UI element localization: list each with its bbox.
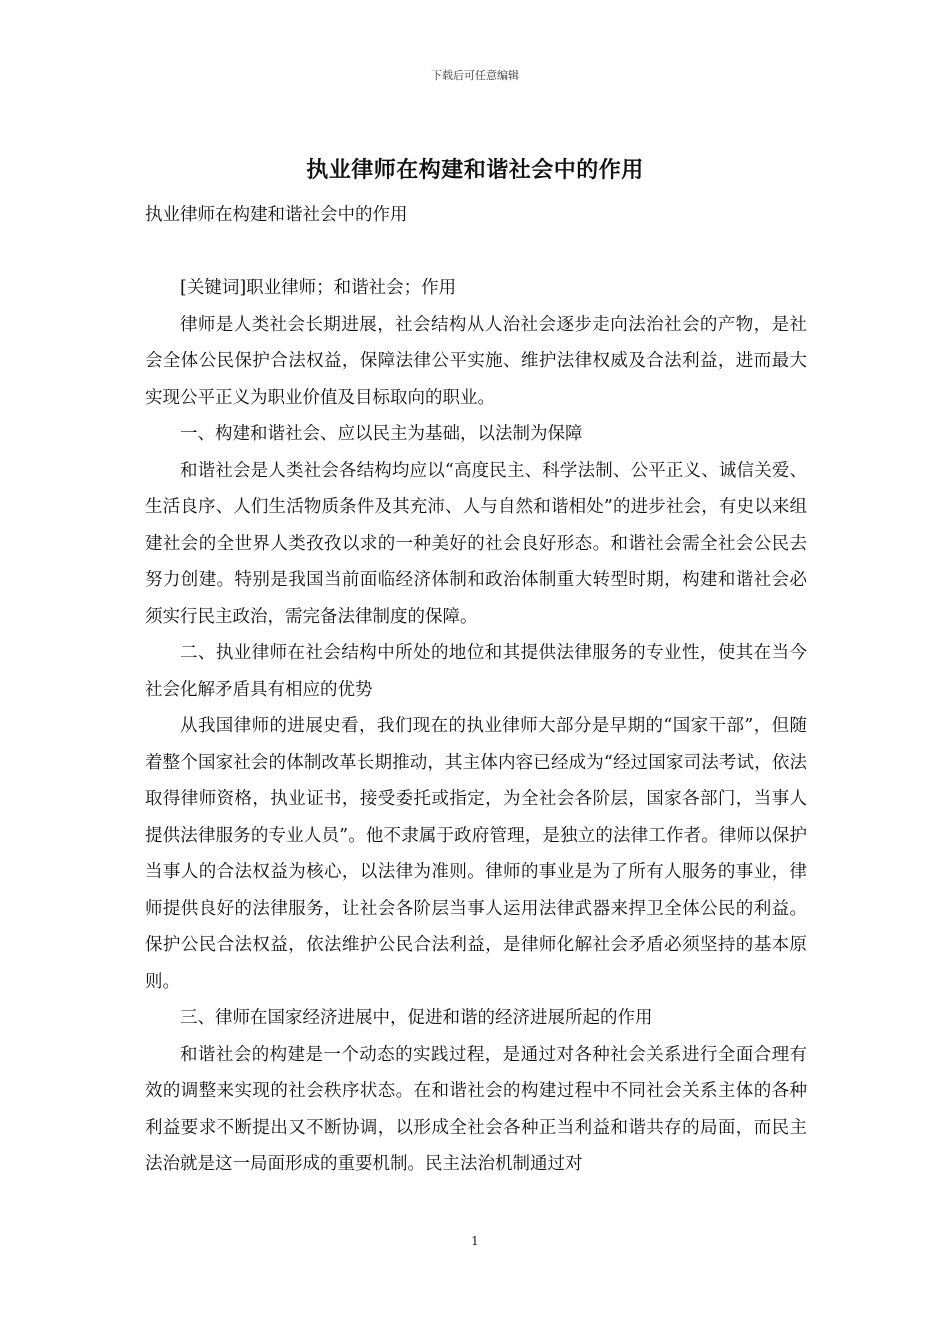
document-title: 执业律师在构建和谐社会中的作用 xyxy=(306,157,644,183)
section-heading: 一、构建和谐社会、应以民主为基础，以法制为保障 xyxy=(180,424,583,444)
page-number: 1 xyxy=(471,1234,479,1248)
section-heading: 三、律师在国家经济进展中，促进和谐的经济进展所起的作用 xyxy=(180,1008,653,1028)
document-subtitle: 执业律师在构建和谐社会中的作用 xyxy=(145,205,408,225)
document-body xyxy=(145,197,807,1183)
keywords-paragraph: [关键词]职业律师；和谐社会；作用 xyxy=(180,278,457,298)
body-paragraph: 律师是人类社会长期进展，社会结构从人治社会逐步走向法治社会的产物，是社会全体公民保护合法权益，保障法律公平实施、维护法律权威及合法利益，进而最大实现公平正义为职业价值及目标取向的职业。 xyxy=(145,314,807,408)
section-heading: 二、执业律师在社会结构中所处的地位和其提供法律服务的专业性，使其在当今社会化解矛盾具有相应的优势 xyxy=(145,643,807,700)
body-paragraph: 从我国律师的进展史看，我们现在的执业律师大部分是早期的“国家干部”，但随着整个国家社会的体制改革长期推动，其主体内容已经成为“经过国家司法考试，依法取得律师资格，执业证书，接受委托或指定，为全社会各阶层，国家各部门，当事人提供法律服务的专业人员”。他不隶属于政府管理，是独立的法律工作者。律师以保护当事人的合法权益为核心，以法律为准则。律师的事业是为了所有人服务的事业，律师提供良好的法律服务，让社会各阶层当事人运用法律武器来捍卫全体公民的利益。保护公民合法权益，依法维护公民合法利益，是律师化解社会矛盾必须坚持的基本原则。 xyxy=(145,716,807,992)
page-header: 下载后可任意编辑 xyxy=(431,69,519,82)
body-paragraph: 和谐社会的构建是一个动态的实践过程，是通过对各种社会关系进行全面合理有效的调整来实现的社会秩序状态。在和谐社会的构建过程中不同社会关系主体的各种利益要求不断提出又不断协调，以形成全社会各种正当利益和谐共存的局面，而民主法治就是这一局面形成的重要机制。民主法治机制通过对 xyxy=(145,1044,807,1174)
body-paragraph: 和谐社会是人类社会各结构均应以“高度民主、科学法制、公平正义、诚信关爱、生活良序、人们生活物质条件及其充沛、人与自然和谐相处”的进步社会，有史以来组建社会的全世界人类孜孜以求的一种美好的社会良好形态。和谐社会需全社会公民去努力创建。特别是我国当前面临经济体制和政治体制重大转型时期，构建和谐社会必须实行民主政治，需完备法律制度的保障。 xyxy=(145,460,807,627)
